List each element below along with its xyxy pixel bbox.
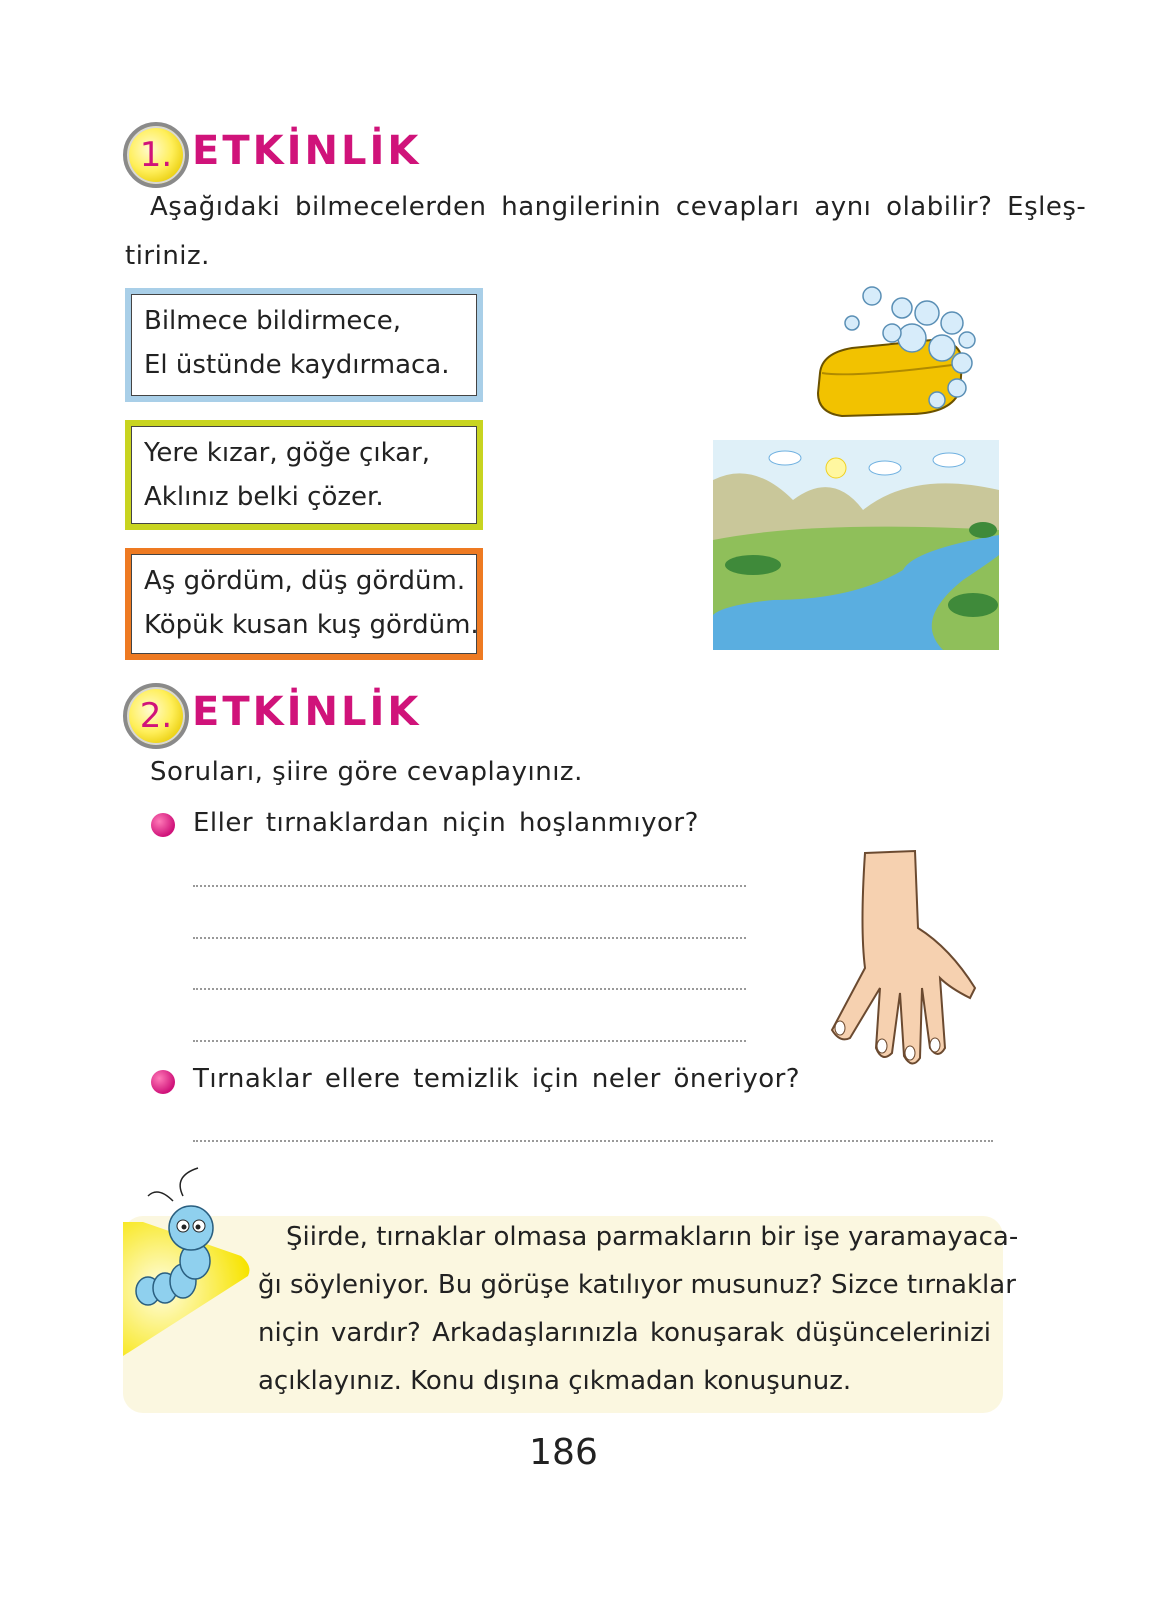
note-text-line: niçin vardır? Arkadaşlarınızla konuşarak düşüncelerinizi	[258, 1318, 991, 1348]
instruction-text: Soruları, şiire göre cevaplayınız.	[150, 757, 583, 787]
caterpillar-mascot-icon	[123, 1166, 253, 1356]
riddle-line: Bilmece bildirmece,	[144, 306, 401, 336]
bullet-icon	[151, 813, 175, 837]
riddle-box-1	[125, 288, 483, 402]
question-text: Tırnaklar ellere temizlik için neler öneriyor?	[193, 1064, 801, 1094]
note-text-line: Şiirde, tırnaklar olmasa parmakların bir işe yaramayaca-	[286, 1222, 1019, 1252]
note-text-line: ğı söyleniyor. Bu görüşe katılıyor musunuz? Sizce tırnaklar	[258, 1270, 1016, 1300]
activity-number: 2.	[139, 696, 173, 736]
bullet-icon	[151, 1070, 175, 1094]
river-landscape-illustration	[713, 440, 999, 650]
activity-title: ETKİNLİK	[192, 128, 422, 174]
riddle-line: Aklınız belki çözer.	[144, 482, 384, 512]
instruction-text: Aşağıdaki bilmecelerden hangilerinin cevapları aynı olabilir? Eşleş-	[150, 192, 1087, 222]
answer-line[interactable]	[193, 1140, 993, 1142]
riddle-line: Aş gördüm, düş gördüm.	[144, 566, 466, 596]
riddle-box-3	[125, 548, 483, 660]
activity-title: ETKİNLİK	[192, 689, 422, 735]
answer-line[interactable]	[193, 988, 746, 990]
discussion-note-box	[123, 1216, 1019, 1413]
note-text-line: açıklayınız. Konu dışına çıkmadan konuşunuz.	[258, 1366, 852, 1396]
riddle-line: Köpük kusan kuş gördüm.	[144, 610, 479, 640]
instruction-text-cont: tiriniz.	[125, 241, 210, 271]
question-text: Eller tırnaklardan niçin hoşlanmıyor?	[193, 808, 699, 838]
soap-illustration	[812, 278, 982, 420]
hand-illustration	[820, 848, 985, 1078]
answer-line[interactable]	[193, 937, 746, 939]
answer-line[interactable]	[193, 1040, 746, 1042]
riddle-box-2	[125, 420, 483, 530]
riddle-line: Yere kızar, göğe çıkar,	[144, 438, 431, 468]
activity-number-badge	[123, 122, 189, 188]
page-number: 186	[529, 1432, 598, 1473]
activity-number-badge	[123, 683, 189, 749]
riddle-line: El üstünde kaydırmaca.	[144, 350, 450, 380]
activity-number: 1.	[139, 135, 173, 175]
answer-line[interactable]	[193, 885, 746, 887]
